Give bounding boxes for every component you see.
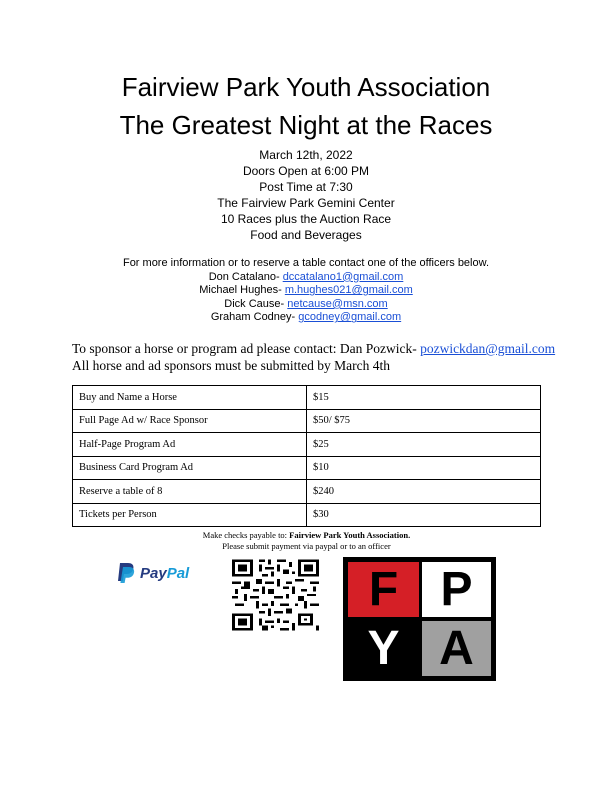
table-row [73,386,541,410]
price-value: $50/ $75 [307,409,541,433]
price-table [72,385,541,527]
officer-email-link[interactable]: dccatalano1@gmail.com [282,270,404,283]
price-item: Tickets per Person [73,503,307,527]
officer-row [0,311,612,325]
table-row [73,433,541,457]
officer-row [0,284,612,298]
officer-name: Michael Hughes- [199,284,285,297]
checks-line [72,530,541,541]
officer-name: Don Catalano- [208,270,283,283]
price-value: $30 [307,503,541,527]
sponsor-block [72,340,556,374]
officer-name: Dick Cause- [224,297,288,310]
price-item: Buy and Name a Horse [73,386,307,410]
sponsor-email-link[interactable]: pozwickdan@gmail.com [420,341,556,356]
officer-email-link[interactable]: netcause@msn.com [287,297,388,310]
officer-email-link[interactable]: m.hughes021@gmail.com [284,284,413,297]
paypal-word-pay: Pay [140,564,167,582]
price-item: Full Page Ad w/ Race Sponsor [73,409,307,433]
logo-tile-f: F [348,562,419,617]
table-row [73,456,541,480]
contact-block [0,257,612,325]
payment-notes [72,530,541,552]
price-item: Half-Page Program Ad [73,433,307,457]
price-value: $10 [307,456,541,480]
sponsor-contact-line [72,340,556,357]
event-venue: The Fairview Park Gemini Center [217,196,395,210]
paypal-word-pal: Pal [166,564,190,582]
table-row [73,409,541,433]
event-date: March 12th, 2022 [259,148,353,162]
sponsor-contact-text: To sponsor a horse or program ad please contact: Dan Pozwick- [72,341,421,356]
price-item: Reserve a table of 8 [73,480,307,504]
price-value: $240 [307,480,541,504]
paypal-logo[interactable] [116,561,216,585]
price-value: $25 [307,433,541,457]
price-item: Business Card Program Ad [73,456,307,480]
event-races: 10 Races plus the Auction Race [220,212,392,226]
paypal-wordmark [140,565,189,582]
page-title: Fairview Park Youth Association [121,72,491,102]
qr-code[interactable] [229,557,322,633]
logo-tile-a: A [422,621,491,676]
event-details [0,147,612,243]
checks-prefix: Make checks payable to: [202,530,290,540]
logo-tile-y: Y [348,621,419,676]
table-row [73,503,541,527]
sponsor-deadline: All horse and ad sponsors must be submitted by March 4th [72,358,390,373]
page-subtitle: The Greatest Night at the Races [119,110,493,140]
officer-name: Graham Codney- [210,311,299,324]
submit-note: Please submit payment via paypal or to an officer [222,541,391,551]
contact-intro: For more information or to reserve a table contact one of the officers below. [122,257,490,269]
checks-payee: Fairview Park Youth Association. [289,530,411,540]
event-post-time: Post Time at 7:30 [259,180,353,194]
officer-row [0,271,612,285]
price-value: $15 [307,386,541,410]
table-row [73,480,541,504]
fpya-logo [343,557,496,681]
officer-email-link[interactable]: gcodney@gmail.com [298,311,402,324]
officer-row [0,298,612,312]
logo-tile-p: P [422,562,491,617]
paypal-icon [116,562,136,584]
event-food: Food and Beverages [250,228,362,242]
event-doors: Doors Open at 6:00 PM [242,164,370,178]
